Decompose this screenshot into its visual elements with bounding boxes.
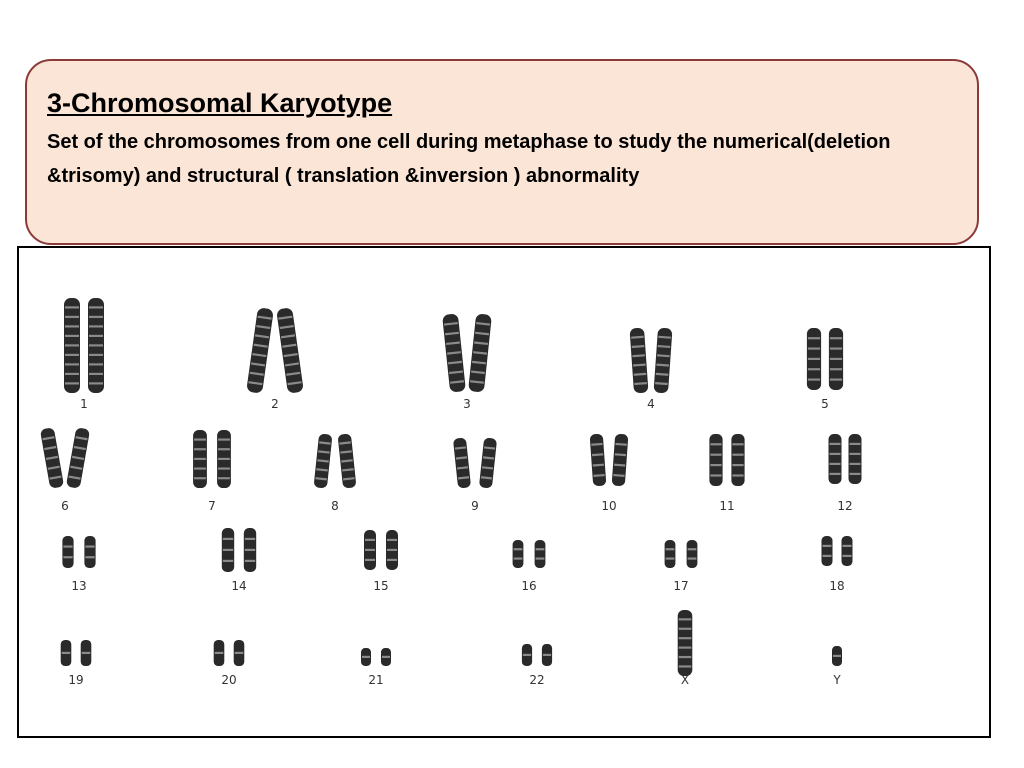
chromosome-pair-9 (453, 437, 497, 513)
chromosome-band (679, 656, 692, 658)
chromosome-band (62, 652, 71, 654)
chromosome-label: 11 (719, 499, 735, 513)
chromosome-pair-14 (222, 528, 256, 593)
chromosome-band (194, 448, 206, 450)
chromosome-pair-18 (822, 536, 853, 593)
chromosome-label: 14 (231, 579, 247, 593)
chromosome-band (514, 548, 523, 550)
chromosome-pair-15 (364, 530, 398, 593)
slide-description: Set of the chromosomes from one cell during metaphase to study the numerical(deletion &trisomy) and structural ( translation &inversion ) abnormality (47, 131, 891, 187)
chromosome-band (830, 463, 841, 465)
chromosome-band (218, 467, 230, 469)
chromosome (822, 536, 833, 566)
chromosome-band (85, 545, 94, 547)
chromosome-pair-6 (40, 427, 90, 513)
chromosome-band (387, 539, 397, 541)
chromosome-band (245, 549, 255, 551)
chromosome-pair-12 (829, 434, 862, 513)
chromosome-band (536, 557, 545, 559)
chromosome (84, 536, 95, 568)
chromosome-band (223, 549, 233, 551)
chromosome (513, 540, 524, 568)
chromosome-band (63, 556, 72, 558)
chromosome-label: 7 (208, 499, 216, 513)
chromosome (849, 434, 862, 484)
chromosome-band (89, 325, 103, 327)
chromosome-band (362, 656, 370, 658)
chromosome-band (808, 368, 820, 370)
chromosome-label: 17 (673, 579, 689, 593)
chromosome-band (387, 559, 397, 561)
chromosome-band (215, 652, 224, 654)
chromosome (709, 434, 722, 486)
chromosome-band (218, 458, 230, 460)
slide-title: 3-Chromosomal Karyotype (47, 88, 393, 118)
chromosome-band (194, 458, 206, 460)
chromosome-band (65, 373, 79, 375)
chromosome (453, 437, 471, 488)
chromosome-band (89, 363, 103, 365)
chromosome-band (65, 335, 79, 337)
chromosome-pair-8 (314, 433, 357, 513)
chromosome-pair-7 (193, 430, 231, 513)
chromosome-band (850, 473, 861, 475)
chromosome-band (843, 555, 852, 557)
chromosome-pair-13 (62, 536, 95, 593)
chromosome-band (830, 337, 842, 339)
chromosome-pair-16 (513, 540, 546, 593)
chromosome-band (365, 549, 375, 551)
chromosome-band (223, 538, 233, 540)
chromosome-band (89, 335, 103, 337)
chromosome-band (823, 545, 832, 547)
chromosome-label: 22 (529, 673, 545, 687)
chromosome-band (688, 548, 697, 550)
chromosome-pair-11 (709, 434, 744, 513)
chromosome-label: 13 (71, 579, 87, 593)
chromosome-band (808, 347, 820, 349)
chromosome (829, 434, 842, 484)
chromosome-band (514, 557, 523, 559)
chromosome-band (850, 463, 861, 465)
chromosome (479, 437, 497, 488)
chromosome-pair-1 (64, 298, 104, 411)
chromosome-label: 15 (373, 579, 389, 593)
chromosome-band (679, 665, 692, 667)
chromosome-label: 18 (829, 579, 845, 593)
chromosome-band (194, 477, 206, 479)
chromosome-band (833, 655, 841, 657)
chromosome (687, 540, 698, 568)
chromosome-band (843, 545, 852, 547)
chromosome-label: 10 (601, 499, 617, 513)
chromosome-band (732, 464, 743, 466)
chromosome-band (710, 454, 721, 456)
chromosome-label: 3 (463, 397, 471, 411)
chromosome-pair-20 (214, 640, 245, 687)
chromosome-pair-4 (630, 328, 673, 411)
chromosome-pair-5 (807, 328, 843, 411)
chromosome-label: 16 (521, 579, 537, 593)
chromosome-band (63, 545, 72, 547)
chromosome-pair-17 (665, 540, 698, 593)
chromosome-band (732, 474, 743, 476)
chromosome-band (218, 477, 230, 479)
chromosome-band (89, 373, 103, 375)
chromosome-band (89, 354, 103, 356)
karyotype-figure (17, 246, 991, 738)
chromosome-label: 5 (821, 397, 829, 411)
chromosome-band (543, 654, 551, 656)
chromosome-band (808, 337, 820, 339)
chromosome-label: 2 (271, 397, 279, 411)
chromosome-pair-x (678, 610, 693, 687)
chromosome-band (194, 467, 206, 469)
chromosome-pair-3 (442, 313, 492, 411)
chromosome-band (830, 443, 841, 445)
chromosome-band (245, 538, 255, 540)
chromosome-pair-21 (361, 648, 391, 687)
chromosome-band (679, 637, 692, 639)
chromosome-band (823, 555, 832, 557)
chromosome-band (89, 344, 103, 346)
chromosome-band (65, 382, 79, 384)
chromosome-band (830, 453, 841, 455)
chromosome (276, 307, 304, 393)
chromosome-band (523, 654, 531, 656)
chromosome-band (808, 378, 820, 380)
chromosome-label: 9 (471, 499, 479, 513)
chromosome-label: 6 (61, 499, 69, 513)
chromosome (62, 536, 73, 568)
chromosome-band (218, 448, 230, 450)
chromosome-label: 12 (837, 499, 853, 513)
chromosome (612, 434, 629, 487)
chromosome (731, 434, 744, 486)
chromosome-band (850, 453, 861, 455)
chromosome-band (65, 363, 79, 365)
chromosome-band (710, 474, 721, 476)
chromosome (842, 536, 853, 566)
chromosome-band (82, 652, 91, 654)
chromosome-pair-10 (590, 434, 629, 513)
chromosome-band (536, 548, 545, 550)
chromosome-band (850, 443, 861, 445)
chromosome-band (218, 438, 230, 440)
chromosome-label: 4 (647, 397, 655, 411)
chromosome-pair-22 (522, 644, 552, 687)
chromosome-pair-19 (61, 640, 92, 687)
karyotype-image (19, 248, 989, 736)
chromosome-band (710, 464, 721, 466)
chromosome-band (89, 306, 103, 308)
chromosome-label: 20 (221, 673, 237, 687)
chromosome-band (194, 438, 206, 440)
chromosome-band (830, 473, 841, 475)
chromosome-label: Y (833, 673, 841, 687)
chromosome-band (382, 656, 390, 658)
chromosome-band (808, 358, 820, 360)
chromosome-pair-2 (246, 307, 304, 411)
chromosome-band (679, 647, 692, 649)
chromosome-band (65, 325, 79, 327)
chromosome-label: X (680, 673, 690, 687)
chromosome-band (679, 628, 692, 630)
chromosome-band (223, 560, 233, 562)
chromosome-label: 19 (68, 673, 84, 687)
chromosome-band (830, 378, 842, 380)
chromosome-band (830, 368, 842, 370)
chromosome-band (65, 354, 79, 356)
chromosome-band (235, 652, 244, 654)
chromosome-band (679, 618, 692, 620)
chromosome-band (245, 560, 255, 562)
chromosome-band (365, 539, 375, 541)
chromosome-band (65, 316, 79, 318)
header-box (25, 59, 979, 245)
chromosome-band (85, 556, 94, 558)
chromosome-band (666, 548, 675, 550)
chromosome-label: 21 (368, 673, 384, 687)
chromosome (535, 540, 546, 568)
chromosome-band (830, 358, 842, 360)
chromosome-band (688, 557, 697, 559)
chromosome (246, 307, 274, 393)
chromosome-band (710, 443, 721, 445)
chromosome-label: 1 (80, 397, 88, 411)
chromosome-band (65, 306, 79, 308)
chromosome (590, 434, 607, 487)
chromosome-band (732, 454, 743, 456)
chromosome-band (666, 557, 675, 559)
chromosome-band (89, 382, 103, 384)
chromosome-band (387, 549, 397, 551)
chromosome-band (89, 316, 103, 318)
chromosome-band (830, 347, 842, 349)
chromosome-band (732, 443, 743, 445)
chromosome (665, 540, 676, 568)
chromosome-pair-y (832, 646, 842, 687)
chromosome-label: 8 (331, 499, 339, 513)
chromosome-band (365, 559, 375, 561)
chromosome-band (65, 344, 79, 346)
